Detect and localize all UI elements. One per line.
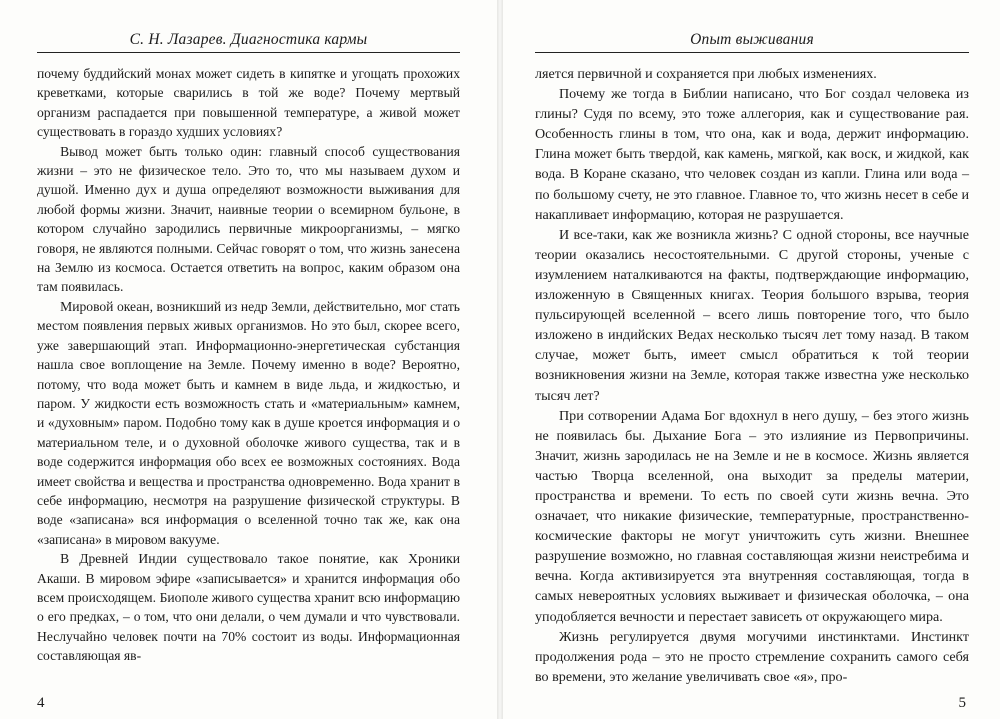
page-number-left: 4 xyxy=(37,695,45,711)
paragraph: Почему же тогда в Библии написано, что Бог создал человека из глины? Судя по всему, это тоже аллегория, как и существование рая. Особенность глины в том, что она, как и вода, держит информацию. Глина может быть твердой, как камень, мягкой, как воск, и жидкой, как вода. В Коране сказано, что человек создан из капли. Глина или вода – по большому счету, не это главное. Главное то, что жизнь несет в себе и накапливает информацию, которая не разрушается. xyxy=(535,86,969,223)
page-number-right: 5 xyxy=(958,695,966,711)
paragraph: При сотворении Адама Бог вдохнул в него душу, – без этого жизнь не появилась бы. Дыхание Бога – это излияние из Первопричины. Значит, жизнь зародилась не на Земле и не в космосе. Жизнь является частью Творца вселенной, она выходит за пределы материи, пространства и времени. То есть по своей сути жизнь вечна. Это означает, что никакие физические, температурные, пространственно-космические факторы не могут уничтожить суть жизни. Внешнее разрушение возможно, но главная составляющая жизни неистребима и вечна. Когда активизируется эта внутренняя составляющая, тогда в самых невероятных условиях выживает и физическая оболочка, – она уподобляется вечности и перестает зависеть от окружающего мира. xyxy=(535,407,969,625)
running-header-right: Опыт выживания xyxy=(535,30,969,53)
left-page-body xyxy=(37,64,460,666)
paragraph: В Древней Индии существовало такое понятие, как Хроники Акаши. В мировом эфире «записывается» и хранится информация обо всем происходящем. Биополе живого существа хранит всю информацию о его предках, – о том, что они делали, о чем думали и что чувствовали. Неслучайно человек почти на 70% состоит из воды. Информационная составляющая яв- xyxy=(37,551,460,664)
right-page xyxy=(503,0,1000,719)
running-header-left: С. Н. Лазарев. Диагностика кармы xyxy=(37,30,460,53)
paragraph: ляется первичной и сохраняется при любых изменениях. xyxy=(535,66,877,82)
paragraph: Вывод может быть только один: главный способ существования жизни – это не физическое тело. Это то, что мы называем духом и душой. Именно дух и душа определяют возможности выживания для любой формы жизни. Значит, наивные теории о всемирном бульоне, в котором случайно зародились первичные микроорганизмы, – мягко говоря, не являются полными. Сейчас говорят о том, что жизнь занесена на Землю из космоса. Остается ответить на вопрос, каким образом она там появилась. xyxy=(37,143,460,295)
right-page-body xyxy=(535,64,969,687)
paragraph: Мировой океан, возникший из недр Земли, действительно, мог стать местом появления первых живых организмов. Но это был, скорее всего, уже завершающий этап. Информационно-энергетическая субстанция нашла свое воплощение на Земле. Почему именно в воде? Вероятно, потому, что вода может быть и камнем в виде льда, и жидкостью, и паром. У жидкости есть возможность стать и «материальным» камнем, и «духовным» паром. Подобно тому как в душе кроется информация и о материальном теле, и о духовной оболочке живого существа, так и в воде содержится информация обо всех ее возможных состояниях. Вода имеет свойства и вещества и пространства одновременно. Вода хранит в себе информацию, несмотря на разрушение физической структуры. В воде «записана» вся информация о вселенной точно так же, как она «записана» в мировом вакууме. xyxy=(37,298,460,547)
paragraph: И все-таки, как же возникла жизнь? С одной стороны, все научные теории оказались несостоятельными. С другой стороны, ученые с изумлением наталкиваются на факты, подтверждающие информацию, изложенную в Священных книгах. Теория большого взрыва, теория пульсирующей вселенной – всего лишь повторение того, что было изложено в индийских Ведах несколько тысяч лет тому назад. В таком случае, может быть, имеет смысл обратиться к той теории возникновения жизни на Земле, которая также известна уже несколько тысяч лет? xyxy=(535,226,969,404)
left-page xyxy=(0,0,497,719)
paragraph: Жизнь регулируется двумя могучими инстинктами. Инстинкт продолжения рода – это не просто стремление сохранить самого себя во времени, это желание увеличивать свое «я», про- xyxy=(535,628,969,685)
paragraph: почему буддийский монах может сидеть в кипятке и угощать прохожих креветками, которые сварились в той же воде? Почему мертвый организм распадается при повышенной температуре, а живой может существовать в гораздо худших условиях? xyxy=(37,66,460,140)
